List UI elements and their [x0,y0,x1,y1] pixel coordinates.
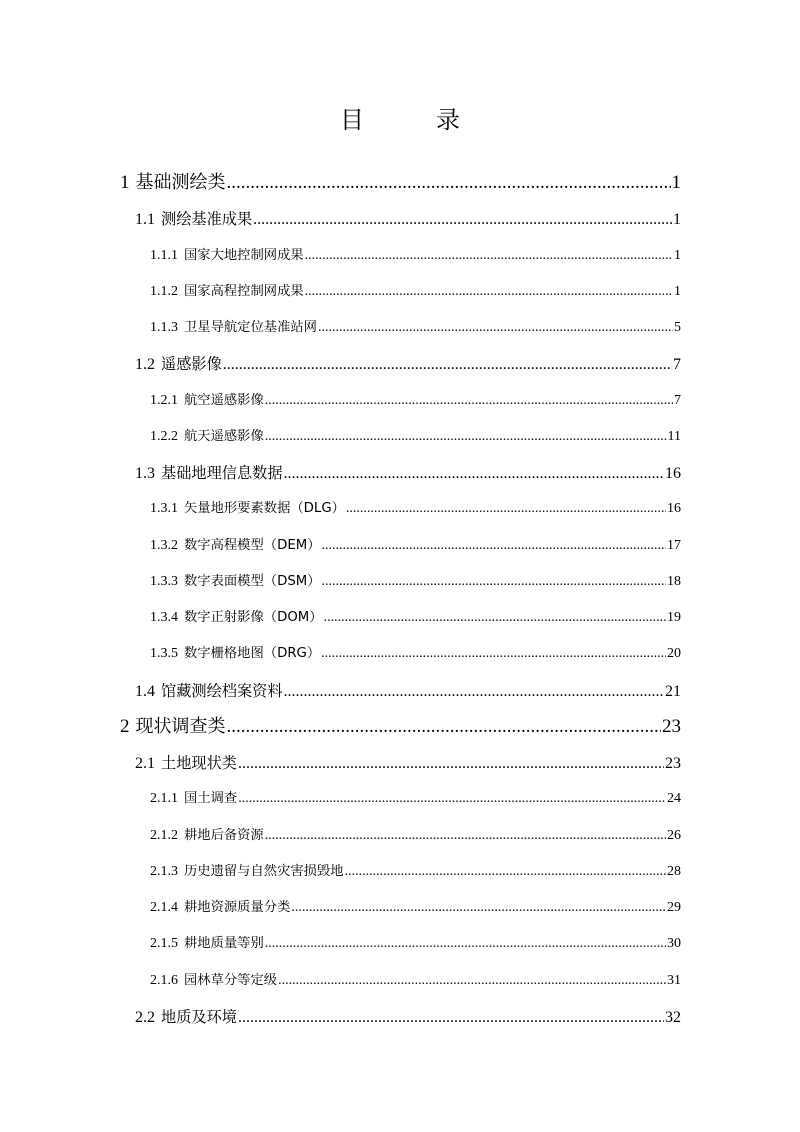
toc-entry-number: 2.1.6 [150,972,178,988]
dot-leader [305,274,673,310]
toc-entry-number: 1.1.3 [150,320,178,335]
toc-entry[interactable] [150,274,681,310]
toc-entry-title: 耕地质量等别 [184,936,264,952]
toc-entry-number: 1.3.5 [150,646,178,662]
toc-entry[interactable] [135,455,681,491]
toc-entry-number: 2.2 [135,1008,155,1026]
dot-leader [238,1000,664,1036]
toc-entry-number: 2.1.4 [150,900,178,915]
toc-entry-title: 耕地后备资源 [184,827,264,843]
dot-leader [227,165,671,201]
toc-entry-title: 遥感影像 [161,355,222,374]
toc-entry-title: 历史遗留与自然灾害损毁地 [184,863,344,879]
toc-entry[interactable] [150,419,681,455]
toc-entry-title: 数字表面模型（DSM） [184,573,321,589]
toc-entry-page: 16 [667,501,681,517]
toc-entry[interactable] [150,636,681,672]
toc-entry-title: 馆藏测绘档案资料 [161,681,283,700]
toc-entry-number: 1.1.2 [150,283,178,299]
toc-entry-title: 国家大地控制网成果 [184,247,304,263]
toc-entry-number: 1.3.2 [150,537,178,553]
dot-leader [278,963,666,999]
toc-entry-number: 1.2.2 [150,428,178,444]
toc-entry-title: 国土调查 [184,791,238,807]
toc-entry-number: 1.1 [135,211,155,229]
dot-leader [265,383,673,419]
dot-leader [345,854,666,890]
toc-entry[interactable] [135,346,681,382]
toc-entry-page: 19 [667,610,681,625]
toc-entry-title: 园林草分等定级 [184,972,278,988]
dot-leader [322,564,666,600]
toc-entry-page: 23 [665,755,681,772]
toc-entry-title: 数字栅格地图（DRG） [184,646,321,662]
toc-entry-page: 11 [667,428,681,444]
toc-entry-number: 2.1.1 [150,791,178,807]
toc-entry-number: 2.1.5 [150,936,178,952]
toc-entry-page: 1 [674,247,681,263]
toc-entry[interactable] [150,238,681,274]
toc-entry-page: 1 [674,283,681,299]
toc-entry[interactable] [135,999,681,1035]
toc-entry[interactable] [150,383,681,419]
toc-entry-page: 20 [667,646,681,662]
toc-entry-page: 7 [674,392,681,408]
toc-entry-title: 测绘基准成果 [161,210,253,229]
toc-entry-page: 17 [667,537,681,553]
toc-entry[interactable] [150,528,681,564]
dot-leader [284,456,665,492]
toc-entry-title: 数字正射影像（DOM） [184,610,323,625]
dot-leader [318,310,673,346]
dot-leader [324,600,666,636]
toc-entry-page: 1 [673,211,681,229]
toc-entry-page: 29 [667,900,681,915]
toc-entry[interactable] [150,926,681,962]
toc-entry[interactable] [135,745,681,781]
dot-leader [305,238,673,274]
toc-entry[interactable] [150,600,681,636]
toc-entry-page: 30 [667,936,681,952]
toc-entry-title: 航空遥感影像 [184,392,264,408]
toc-entry-number: 2 [120,715,130,737]
toc-entry-page: 31 [667,972,681,988]
toc-entry-page: 21 [665,682,681,700]
toc-entry-number: 1.2 [135,356,155,374]
toc-entry-title: 地质及环境 [161,1007,237,1026]
dot-leader [223,347,672,383]
dot-leader [346,491,666,527]
toc-entry-title: 卫星导航定位基准站网 [184,320,317,335]
toc-entry[interactable] [150,890,681,926]
toc-entry-title: 土地现状类 [161,754,237,772]
toc-entry-page: 28 [667,863,681,879]
toc-entry-title: 矢量地形要素数据（DLG） [184,501,345,517]
toc-entry-page: 32 [665,1008,681,1026]
dot-leader [265,818,666,854]
toc-entry-title: 国家高程控制网成果 [184,283,304,299]
toc-entry[interactable] [135,201,681,237]
toc-entry-page: 18 [667,573,681,589]
dot-leader [322,528,667,564]
toc-entry[interactable] [150,963,681,999]
toc-entry-title: 数字高程模型（DEM） [184,537,321,553]
toc-entry-page: 1 [671,172,681,193]
toc-entry[interactable] [150,491,681,527]
toc-entry-page: 24 [667,791,681,807]
toc-entry[interactable] [150,781,681,817]
dot-leader [291,890,666,926]
toc-entry-number: 1.1.1 [150,247,178,263]
toc-entry-number: 1.4 [135,682,155,700]
toc-entry-title: 航天遥感影像 [184,428,264,444]
toc-entry-page: 5 [674,320,681,335]
toc-entry-title: 现状调查类 [135,715,226,737]
toc-entry[interactable] [150,818,681,854]
toc-entry-number: 1.3.3 [150,573,178,589]
toc-entry-number: 2.1.3 [150,863,178,879]
dot-leader [265,926,666,962]
toc-entry[interactable] [150,310,681,346]
dot-leader [253,202,672,238]
toc-entry-number: 1.3 [135,465,155,482]
toc-entry[interactable] [150,854,681,890]
toc-entry-number: 1.3.4 [150,610,178,625]
toc-entry-number: 1 [120,172,130,193]
toc-entry[interactable] [150,564,681,600]
toc-entry-number: 1.2.1 [150,392,178,408]
toc-entry-number: 2.1 [135,755,155,772]
dot-leader [238,746,664,782]
dot-leader [238,781,666,817]
toc-entry-number: 1.3.1 [150,501,178,517]
toc-entry[interactable] [120,165,681,201]
toc-entry-title: 基础地理信息数据 [161,464,283,482]
dot-leader [227,709,662,745]
toc-entry[interactable] [135,673,681,709]
dot-leader [265,419,667,455]
dot-leader [284,674,665,710]
toc-entry-page: 26 [667,827,681,843]
toc-entry-number: 2.1.2 [150,827,178,843]
toc-entry-page: 16 [665,465,681,482]
toc-entry-page: 23 [662,715,681,737]
dot-leader [321,636,666,672]
toc-entry-title: 基础测绘类 [135,172,226,193]
toc-entry[interactable] [120,709,681,745]
toc-title: 目 录 [340,106,484,134]
toc-entry-page: 7 [673,356,681,374]
toc-entry-title: 耕地资源质量分类 [184,900,291,915]
